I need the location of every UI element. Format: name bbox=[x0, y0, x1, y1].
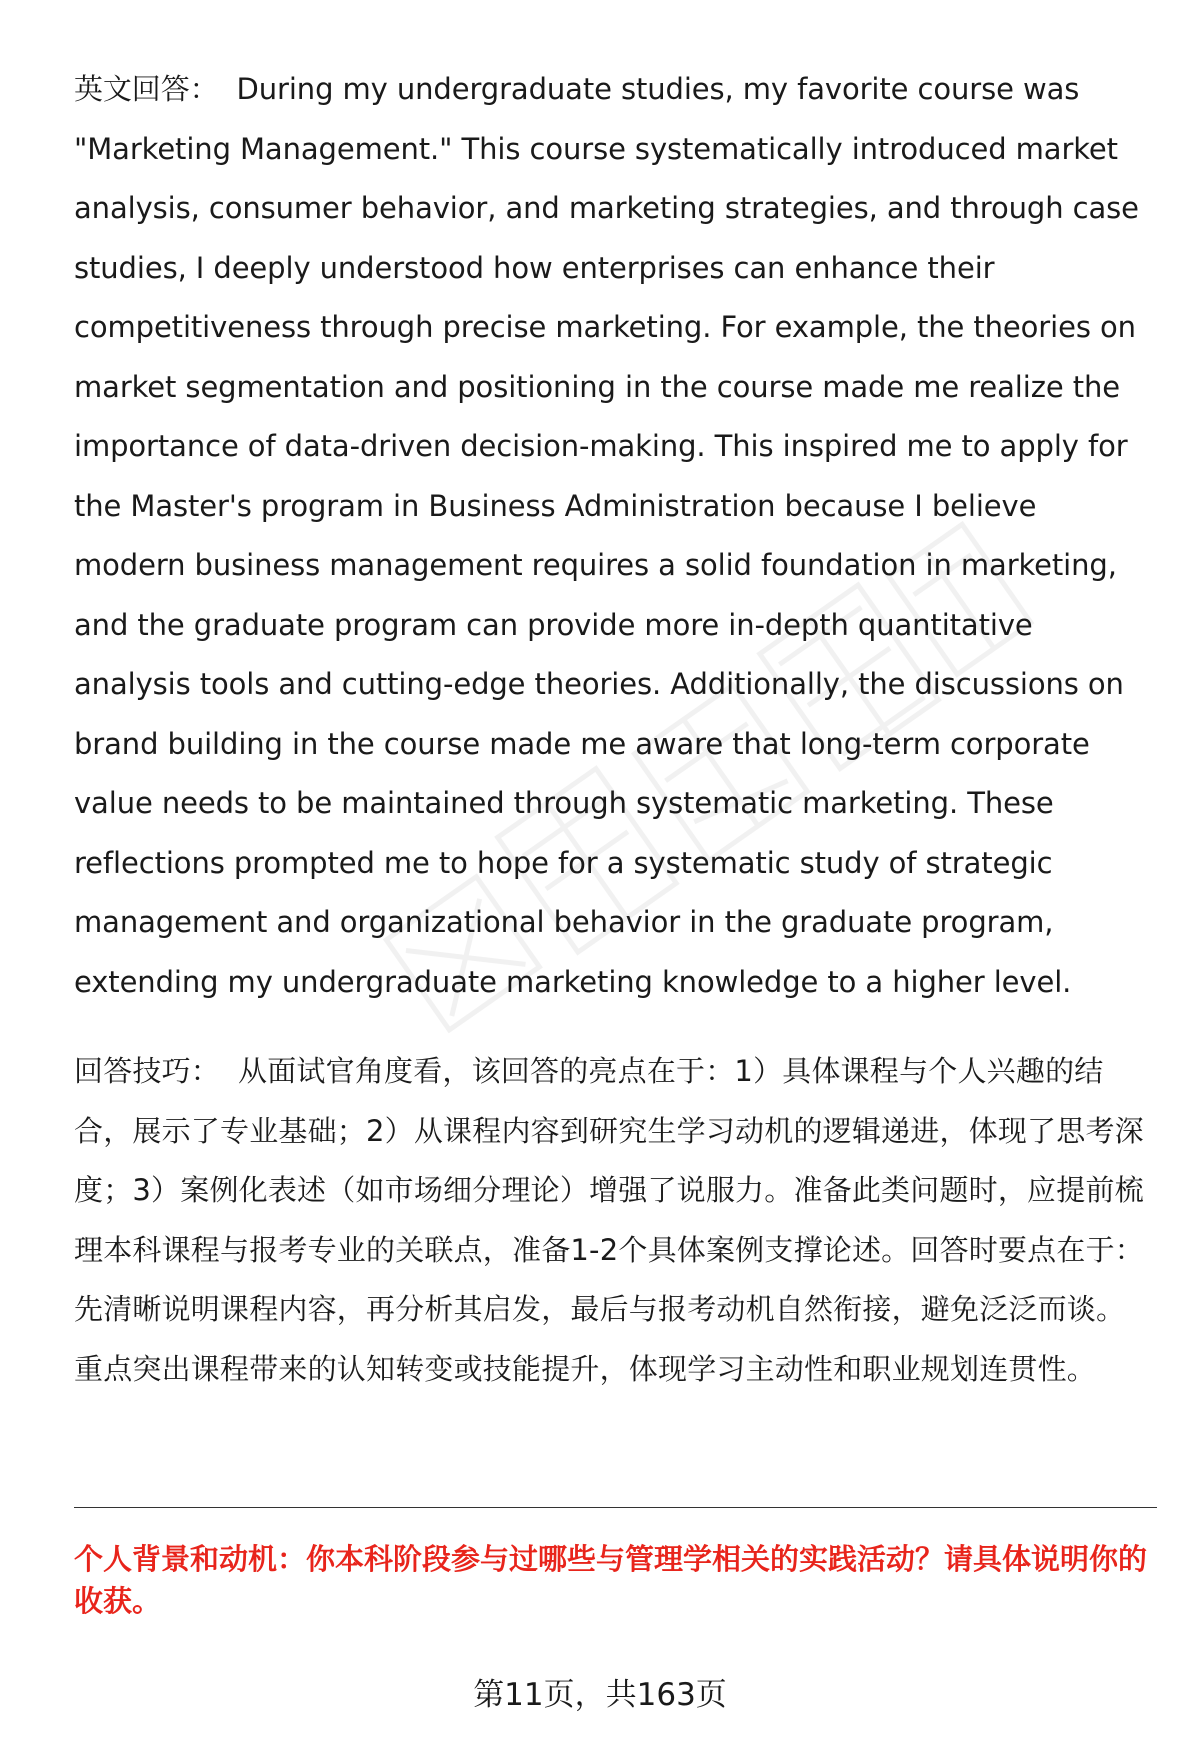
english-answer-text: During my undergraduate studies, my favorite course was "Marketing Management." This course systematically introduced market analysis, consumer behavior, and marketing strategies, and through case studies, I deeply understood how enterprises can enhance their competitiveness through precise marketing. For example, the theories on market segmentation and positioning in the course made me realize the importance of data-driven decision-making. This inspired me to apply for the Master's program in Business Administration because I believe modern business management requires a solid foundation in marketing, and the graduate program can provide more in-depth quantitative analysis tools and cutting-edge theories. Additionally, the discussions on brand building in the course made me aware that long-term corporate value needs to be maintained through systematic marketing. These reflections prompted me to hope for a systematic study of strategic management and organizational behavior in the graduate program, extending my undergraduate marketing knowledge to a higher level. bbox=[74, 72, 1139, 999]
answer-tips-paragraph bbox=[74, 1042, 1154, 1399]
section-divider bbox=[74, 1507, 1157, 1508]
answer-tips-text: 从面试官角度看，该回答的亮点在于：1）具体课程与个人兴趣的结合，展示了专业基础；2）从课程内容到研究生学习动机的逻辑递进，体现了思考深度；3）案例化表述（如市场细分理论）增强了说服力。准备此类问题时，应提前梳理本科课程与报考专业的关联点，准备1-2个具体案例支撑论述。回答时要点在于：先清晰说明课程内容，再分析其启发，最后与报考动机自然衔接，避免泛泛而谈。重点突出课程带来的认知转变或技能提升，体现学习主动性和职业规划连贯性。 bbox=[74, 1054, 1144, 1386]
english-answer-paragraph bbox=[74, 60, 1154, 1012]
english-answer-label: 英文回答： bbox=[74, 72, 219, 106]
answer-tips-label: 回答技巧： bbox=[74, 1054, 221, 1088]
main-content bbox=[74, 60, 1154, 1399]
page-number-footer: 第11页，共163页 bbox=[473, 1677, 727, 1713]
next-question-heading: 个人背景和动机：你本科阶段参与过哪些与管理学相关的实践活动？请具体说明你的收获。 bbox=[74, 1542, 1148, 1618]
